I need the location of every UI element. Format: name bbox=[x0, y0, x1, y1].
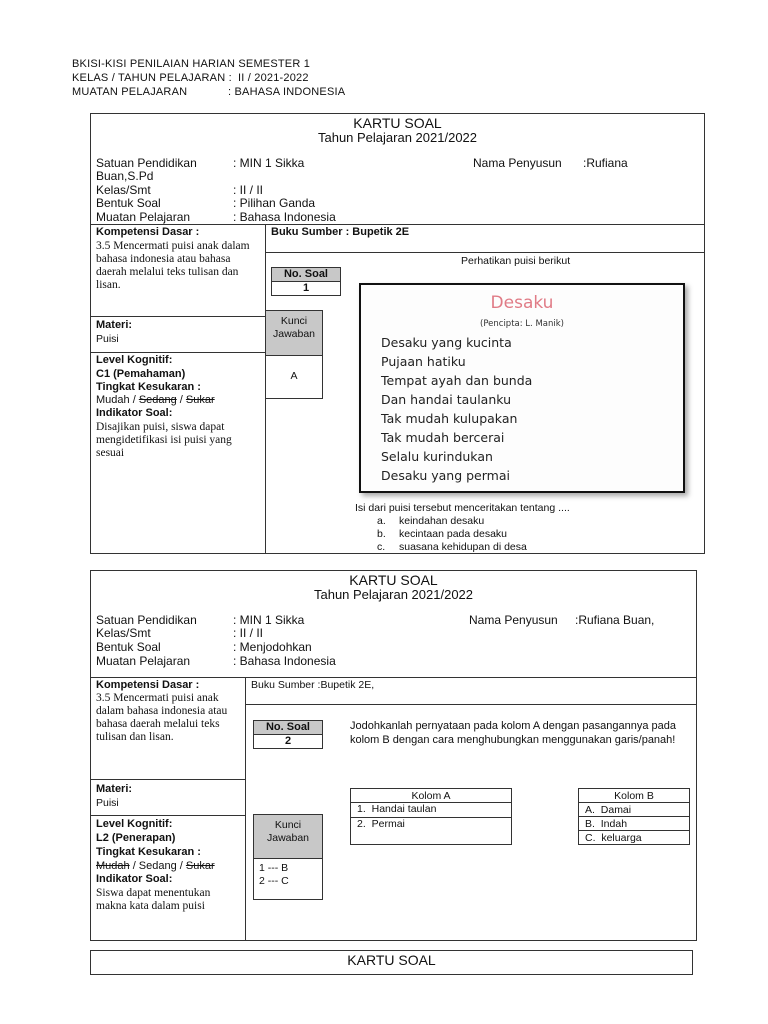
card3-title: KARTU SOAL bbox=[347, 952, 436, 968]
card2-kunci-value bbox=[253, 858, 323, 900]
doc-header-line1: BKISI-KISI PENILAIAN HARIAN SEMESTER 1 bbox=[72, 58, 311, 70]
card2-tingkat-values bbox=[96, 860, 215, 872]
kolom-b-letter: A. bbox=[585, 803, 595, 816]
card2-instruction: Jodohkanlah pernyataan pada kolom A dengan pasangannya pada kolom B dengan cara menghubungkan menggunakan garis/panah! bbox=[350, 720, 676, 746]
poem-image-desaku bbox=[359, 283, 685, 493]
tingkat-sedang: / Sedang / bbox=[129, 860, 186, 872]
kolom-b-text: keluarga bbox=[601, 831, 642, 844]
card1-option-a-text: keindahan desaku bbox=[399, 515, 485, 527]
card2-tingkat-label: Tingkat Kesukaran : bbox=[96, 846, 201, 858]
card2-title: KARTU SOAL bbox=[349, 572, 438, 588]
card1-muatan-label: Muatan Pelajaran bbox=[96, 210, 191, 224]
kolom-a-header: Kolom A bbox=[351, 789, 512, 803]
kolom-a-body bbox=[351, 803, 512, 845]
card1-level-label: Level Kognitif: bbox=[96, 354, 173, 366]
kolom-a-text: Handai taulan bbox=[371, 803, 437, 815]
card1-bentuk-value: : Pilihan Ganda bbox=[233, 196, 316, 210]
card1-tingkat-label: Tingkat Kesukaran : bbox=[96, 381, 201, 393]
card1-satuan-value: : MIN 1 Sikka bbox=[233, 156, 305, 170]
card2-buku-sumber: Buku Sumber :Bupetik 2E, bbox=[251, 679, 375, 691]
card1-kd-label: Kompetensi Dasar : bbox=[96, 226, 200, 238]
card2-materi-divider bbox=[91, 815, 245, 816]
tingkat-sedang: Sedang bbox=[138, 394, 177, 406]
card2-materi-label: Materi: bbox=[96, 783, 133, 795]
tingkat-sep: / bbox=[129, 394, 139, 406]
card1-penyusun-label: Nama Penyusun bbox=[473, 156, 562, 170]
card1-question: Isi dari puisi tersebut menceritakan tentang .... bbox=[355, 502, 570, 514]
card1-option-c-letter: c. bbox=[377, 541, 386, 553]
kolom-b-letter: B. bbox=[585, 817, 595, 830]
tingkat-sukar: Sukar bbox=[185, 394, 215, 406]
poem-line: Tak mudah bercerai bbox=[381, 430, 505, 445]
card2-divider bbox=[91, 677, 696, 678]
card2-satuan-value: : MIN 1 Sikka bbox=[233, 613, 305, 627]
card2-kunci-label: Kunci Jawaban bbox=[253, 814, 323, 859]
card2-no-soal-label: No. Soal bbox=[253, 720, 323, 735]
card1-bentuk-label: Bentuk Soal bbox=[96, 196, 161, 210]
card1-option-a-letter: a. bbox=[377, 515, 386, 527]
card2-kd-text: 3.5 Mencermati puisi anak dalam bahasa indonesia atau bahasa daerah melalui teks tulisan dan lisan. bbox=[96, 692, 228, 743]
poem-line: Tempat ayah dan bunda bbox=[381, 373, 533, 388]
doc-header-line3-value: : BAHASA INDONESIA bbox=[228, 86, 346, 98]
card2-satuan-label: Satuan Pendidikan bbox=[96, 613, 197, 627]
poem-line: Desaku yang kucinta bbox=[381, 335, 512, 350]
kolom-b-letter: C. bbox=[585, 831, 596, 844]
card2-kelas-label: Kelas/Smt bbox=[96, 626, 151, 640]
kolom-b-text: Indah bbox=[600, 817, 628, 830]
card2-kelas-value: : II / II bbox=[233, 626, 264, 640]
card1-no-soal-label: No. Soal bbox=[271, 267, 341, 282]
card1-tingkat-values bbox=[96, 394, 215, 406]
card1-buku-sumber: Buku Sumber : Bupetik 2E bbox=[271, 226, 410, 238]
card1-muatan-value: : Bahasa Indonesia bbox=[233, 210, 336, 224]
card2-kd-label: Kompetensi Dasar : bbox=[96, 679, 200, 691]
card2-penyusun-value: :Rufiana Buan, bbox=[575, 613, 655, 627]
card2-col-divider bbox=[245, 677, 246, 940]
poem-line: Selalu kurindukan bbox=[381, 449, 493, 464]
poem-author: (Pencipta: L. Manik) bbox=[480, 319, 564, 329]
card1-indikator-text: Disajikan puisi, siswa dapat mengidetifikasi isi puisi yang sesuai bbox=[96, 421, 232, 459]
card2-buku-divider bbox=[245, 704, 696, 705]
card1-kunci-value: A bbox=[265, 355, 323, 399]
card1-option-c-text: suasana kehidupan di desa bbox=[399, 541, 527, 553]
card1-kunci-label: Kunci Jawaban bbox=[265, 310, 323, 356]
card1-no-soal-value: 1 bbox=[271, 281, 341, 296]
kartu-soal-2 bbox=[90, 570, 697, 941]
card2-indikator-label: Indikator Soal: bbox=[96, 873, 173, 885]
tingkat-mudah: Mudah bbox=[96, 860, 130, 872]
kunci-line: 2 --- C bbox=[259, 875, 289, 887]
card1-title: KARTU SOAL bbox=[353, 115, 442, 131]
tingkat-sep: / bbox=[176, 394, 186, 406]
card2-kd-divider bbox=[91, 779, 245, 780]
kolom-a-num: 2. bbox=[357, 818, 366, 830]
card1-kd-text: 3.5 Mencermati puisi anak dalam bahasa indonesia atau bahasa daerah melalui teks tulisan dan lisan. bbox=[96, 240, 250, 291]
kolom-b-row bbox=[579, 831, 690, 845]
card1-penyusun-value: :Rufiana bbox=[583, 156, 628, 170]
card1-option-b-letter: b. bbox=[377, 528, 386, 540]
doc-header-line3-label: MUATAN PELAJARAN bbox=[72, 86, 188, 98]
card2-muatan-value: : Bahasa Indonesia bbox=[233, 654, 336, 668]
card1-option-b-text: kecintaan pada desaku bbox=[399, 528, 507, 540]
poem-title: Desaku bbox=[490, 293, 554, 313]
doc-header-line2-value: II / 2021-2022 bbox=[238, 72, 309, 84]
poem-line: Dan handai taulanku bbox=[381, 392, 512, 407]
card1-satuan-label: Satuan Pendidikan bbox=[96, 156, 197, 170]
card1-divider bbox=[91, 224, 704, 225]
card2-no-soal-value: 2 bbox=[253, 734, 323, 749]
card2-level-value: L2 (Penerapan) bbox=[96, 832, 176, 844]
card2-subtitle: Tahun Pelajaran 2021/2022 bbox=[313, 587, 474, 602]
tingkat-mudah: Mudah bbox=[96, 394, 130, 406]
card2-level-label: Level Kognitif: bbox=[96, 818, 173, 830]
card2-materi-value: Puisi bbox=[96, 797, 119, 809]
card1-penyusun-cont: Buan,S.Pd bbox=[96, 169, 154, 183]
poem-line: Tak mudah kulupakan bbox=[381, 411, 518, 426]
kolom-a-text: Permai bbox=[371, 818, 405, 830]
kolom-b-header: Kolom B bbox=[579, 789, 690, 803]
card1-materi-label: Materi: bbox=[96, 319, 133, 331]
card2-muatan-label: Muatan Pelajaran bbox=[96, 654, 191, 668]
card1-materi-value: Puisi bbox=[96, 333, 119, 345]
card2-penyusun-label: Nama Penyusun bbox=[469, 613, 558, 627]
doc-header-line2-label: KELAS / TAHUN PELAJARAN : bbox=[72, 72, 232, 84]
kolom-a-table bbox=[350, 788, 512, 845]
poem-line: Desaku yang permai bbox=[381, 468, 510, 483]
card1-subtitle: Tahun Pelajaran 2021/2022 bbox=[317, 130, 478, 145]
card1-kelas-label: Kelas/Smt bbox=[96, 183, 151, 197]
card1-level-value: C1 (Pemahaman) bbox=[96, 368, 186, 380]
kolom-a-num: 1. bbox=[357, 803, 366, 815]
kunci-line: 1 --- B bbox=[259, 862, 289, 874]
card1-indikator-label: Indikator Soal: bbox=[96, 407, 173, 419]
card2-indikator-text: Siswa dapat menentukan makna kata dalam puisi bbox=[96, 887, 211, 912]
poem-line: Pujaan hatiku bbox=[381, 354, 466, 369]
card2-bentuk-label: Bentuk Soal bbox=[96, 640, 161, 654]
kolom-b-row bbox=[579, 803, 690, 817]
kolom-b-table bbox=[578, 788, 690, 845]
kolom-b-text: Damai bbox=[600, 803, 632, 816]
card1-buku-divider bbox=[265, 252, 704, 253]
card1-materi-divider bbox=[91, 352, 265, 353]
card1-perhatikan: Perhatikan puisi berikut bbox=[461, 255, 571, 267]
card1-kelas-value: : II / II bbox=[233, 183, 264, 197]
tingkat-sukar: Sukar bbox=[185, 860, 215, 872]
card2-bentuk-value: : Menjodohkan bbox=[233, 640, 312, 654]
card1-kd-divider bbox=[91, 316, 265, 317]
kolom-b-row bbox=[579, 817, 690, 831]
kartu-soal-3 bbox=[90, 950, 693, 975]
